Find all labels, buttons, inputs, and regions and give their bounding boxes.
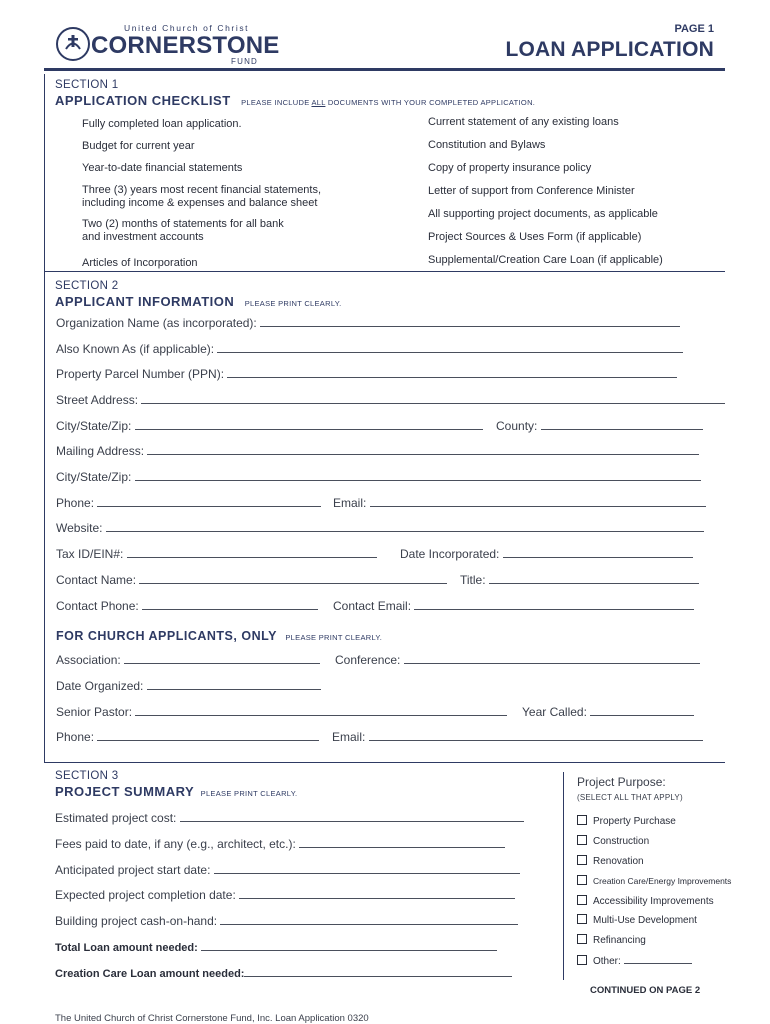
completion-date-field[interactable] — [55, 887, 515, 902]
checklist-item: Supplemental/Creation Care Loan (if applicable) — [428, 254, 663, 266]
other-input[interactable] — [624, 954, 692, 964]
city1-label: City/State/Zip: — [56, 419, 132, 433]
logo-org-name: United Church of Christ — [124, 23, 250, 33]
checklist-item: Constitution and Bylaws — [428, 139, 546, 151]
contact-email-label: Contact Email: — [333, 599, 412, 613]
purpose-note: (SELECT ALL THAT APPLY) — [577, 793, 683, 802]
cash-on-hand-label: Building project cash-on-hand: — [55, 914, 218, 928]
purpose-option-renovation[interactable]: Renovation — [577, 855, 644, 867]
section1-number: SECTION 1 — [55, 79, 119, 91]
contact-name-label: Contact Name: — [56, 573, 137, 587]
checkbox-icon[interactable] — [577, 895, 587, 905]
checkbox-icon[interactable] — [577, 815, 587, 825]
section-divider — [44, 271, 725, 272]
estimated-cost-field[interactable] — [55, 810, 524, 825]
checklist-item: Articles of Incorporation — [82, 257, 198, 269]
checklist-item-cont: and investment accounts — [82, 231, 204, 243]
taxid-field[interactable] — [56, 546, 377, 561]
section2-title: APPLICANT INFORMATION — [55, 294, 235, 309]
purpose-option-property-purchase[interactable]: Property Purchase — [577, 815, 676, 827]
header-rule — [44, 68, 725, 71]
purpose-option-multi-use[interactable]: Multi-Use Development — [577, 914, 697, 926]
phone-label: Phone: — [56, 496, 95, 510]
cash-on-hand-field[interactable] — [55, 913, 518, 928]
footer-text: The United Church of Christ Cornerstone Fund, Inc. Loan Application 0320 — [55, 1013, 369, 1024]
checklist-item: Fully completed loan application. — [82, 118, 242, 130]
conference-field[interactable] — [335, 652, 700, 667]
phone-field[interactable] — [56, 495, 321, 510]
purpose-option-construction[interactable]: Construction — [577, 835, 649, 847]
checklist-item: Three (3) years most recent financial statements, — [82, 184, 322, 196]
senior-pastor-label: Senior Pastor: — [56, 705, 133, 719]
checklist-item: Year-to-date financial statements — [82, 162, 243, 174]
section3-number: SECTION 3 — [55, 770, 119, 782]
church-email-label: Email: — [332, 730, 366, 744]
logo-wordmark: CORNERSTONE — [91, 32, 280, 59]
city2-label: City/State/Zip: — [56, 470, 132, 484]
section3-title: PROJECT SUMMARY — [55, 784, 195, 799]
title-field[interactable] — [460, 572, 699, 587]
start-date-label: Anticipated project start date: — [55, 863, 211, 877]
purpose-option-creation-care[interactable]: Creation Care/Energy Improvements — [577, 875, 731, 886]
year-called-field[interactable] — [522, 704, 694, 719]
checkbox-icon[interactable] — [577, 934, 587, 944]
section2-note: PLEASE PRINT CLEARLY. — [244, 299, 342, 308]
section2-number: SECTION 2 — [55, 280, 119, 292]
checklist-item: Current statement of any existing loans — [428, 116, 619, 128]
purpose-option-refinancing[interactable]: Refinancing — [577, 934, 646, 946]
association-label: Association: — [56, 653, 121, 667]
checkbox-icon[interactable] — [577, 835, 587, 845]
checklist-item: Budget for current year — [82, 140, 195, 152]
ppn-field[interactable] — [56, 366, 677, 381]
contact-email-field[interactable] — [333, 598, 694, 613]
church-phone-field[interactable] — [56, 729, 319, 744]
date-organized-field[interactable] — [56, 678, 321, 693]
city2-field[interactable] — [56, 469, 701, 484]
total-loan-field[interactable] — [55, 939, 497, 954]
checklist-item: Two (2) months of statements for all bank — [82, 218, 284, 230]
page-title: LOAN APPLICATION — [505, 38, 714, 61]
mailing-label: Mailing Address: — [56, 444, 145, 458]
conference-label: Conference: — [335, 653, 401, 667]
ppn-label: Property Parcel Number (PPN): — [56, 367, 225, 381]
creation-care-loan-field[interactable] — [55, 965, 512, 980]
section-divider — [44, 762, 725, 763]
purpose-option-other[interactable]: Other: — [577, 954, 692, 967]
section1-side-rule — [44, 74, 45, 271]
contact-phone-field[interactable] — [56, 598, 318, 613]
logo-emblem-icon — [56, 27, 90, 61]
org-name-label: Organization Name (as incorporated): — [56, 316, 257, 330]
title-label: Title: — [460, 573, 486, 587]
church-title: FOR CHURCH APPLICANTS, ONLY — [56, 629, 277, 643]
start-date-field[interactable] — [55, 862, 520, 877]
senior-pastor-field[interactable] — [56, 704, 507, 719]
section1-note: PLEASE INCLUDE ALL DOCUMENTS WITH YOUR COMPLETED APPLICATION. — [241, 98, 536, 107]
checklist-item-cont: including income & expenses and balance sheet — [82, 197, 318, 209]
fees-paid-field[interactable] — [55, 836, 505, 851]
date-incorporated-label: Date Incorporated: — [400, 547, 500, 561]
purpose-title: Project Purpose: — [577, 775, 666, 789]
checkbox-icon[interactable] — [577, 855, 587, 865]
section1-heading — [55, 92, 535, 110]
org-name-field[interactable] — [56, 315, 680, 330]
continued-note: CONTINUED ON PAGE 2 — [590, 985, 701, 996]
city1-field[interactable] — [56, 418, 483, 433]
total-loan-label: Total Loan amount needed: — [55, 942, 198, 954]
fees-paid-label: Fees paid to date, if any (e.g., architect, etc.): — [55, 837, 296, 851]
page-number: PAGE 1 — [674, 23, 714, 35]
section1-title: APPLICATION CHECKLIST — [55, 93, 231, 108]
year-called-label: Year Called: — [522, 705, 587, 719]
website-field[interactable] — [56, 520, 704, 535]
checklist-item: All supporting project documents, as applicable — [428, 208, 658, 220]
church-heading — [56, 627, 382, 645]
street-field[interactable] — [56, 392, 725, 407]
aka-label: Also Known As (if applicable): — [56, 342, 215, 356]
checkbox-icon[interactable] — [577, 914, 587, 924]
section3-note: PLEASE PRINT CLEARLY. — [200, 789, 298, 798]
logo-fund: FUND — [231, 57, 259, 66]
checkbox-icon[interactable] — [577, 955, 587, 965]
estimated-cost-label: Estimated project cost: — [55, 811, 177, 825]
checklist-item: Project Sources & Uses Form (if applicable) — [428, 231, 642, 243]
street-label: Street Address: — [56, 393, 139, 407]
email-label: Email: — [333, 496, 367, 510]
church-note: PLEASE PRINT CLEARLY. — [285, 633, 383, 642]
church-phone-label: Phone: — [56, 730, 95, 744]
date-organized-label: Date Organized: — [56, 679, 144, 693]
county-field[interactable] — [496, 418, 703, 433]
purpose-option-accessibility[interactable]: Accessibility Improvements — [577, 895, 714, 907]
date-incorporated-field[interactable] — [400, 546, 693, 561]
checklist-item: Copy of property insurance policy — [428, 162, 592, 174]
county-label: County: — [496, 419, 538, 433]
contact-name-field[interactable] — [56, 572, 447, 587]
aka-field[interactable] — [56, 341, 683, 356]
section2-side-rule — [44, 272, 45, 762]
email-field[interactable] — [333, 495, 706, 510]
association-field[interactable] — [56, 652, 320, 667]
section3-heading — [55, 783, 297, 801]
completion-date-label: Expected project completion date: — [55, 888, 236, 902]
checkbox-icon[interactable] — [577, 875, 587, 885]
creation-care-loan-label: Creation Care Loan amount needed: — [55, 968, 245, 980]
contact-phone-label: Contact Phone: — [56, 599, 139, 613]
checklist-item: Letter of support from Conference Minister — [428, 185, 635, 197]
purpose-divider — [563, 772, 564, 980]
church-email-field[interactable] — [332, 729, 703, 744]
taxid-label: Tax ID/EIN#: — [56, 547, 124, 561]
section2-heading — [55, 293, 341, 311]
mailing-field[interactable] — [56, 443, 699, 458]
website-label: Website: — [56, 521, 103, 535]
